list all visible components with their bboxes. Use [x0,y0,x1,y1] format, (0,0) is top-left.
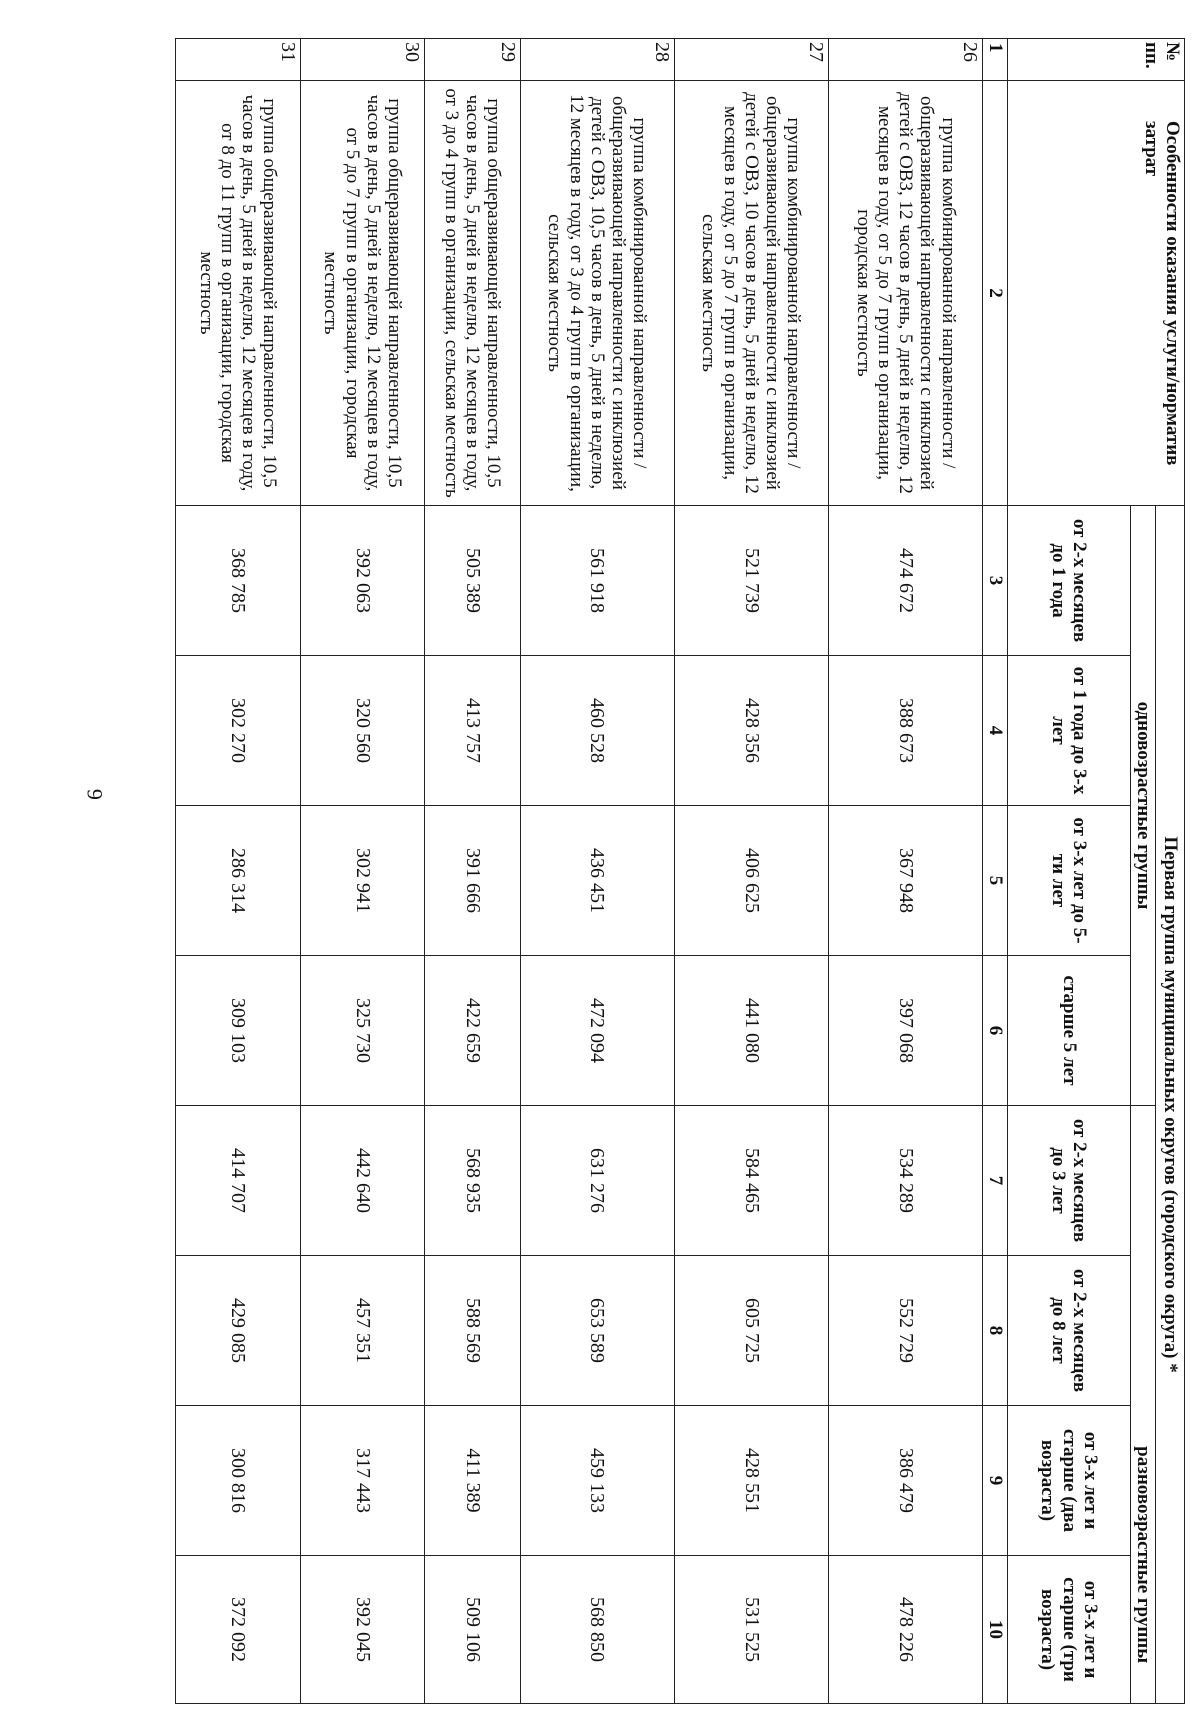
value-cell: 653 589 [520,1256,674,1406]
value-cell: 325 730 [300,956,425,1106]
row-number: 27 [674,39,828,81]
value-cell: 300 816 [176,1406,301,1556]
value-cell: 302 941 [300,806,425,956]
value-cell: 552 729 [828,1256,982,1406]
value-cell: 472 094 [520,956,674,1106]
value-cell: 521 739 [674,506,828,656]
subcol-header: от 2-х месяцев до 3 лет [1008,1106,1131,1256]
column-number: 3 [983,506,1008,656]
subcol-header: от 3-х лет и старше (два возраста) [1008,1406,1131,1556]
value-cell: 436 451 [520,806,674,956]
header-group-title: Первая группа муниципальных округов (городского округа) * [1156,506,1185,1704]
value-cell: 302 270 [176,656,301,806]
table-row [425,39,520,1704]
value-cell: 459 133 [520,1406,674,1556]
table-row [520,39,674,1704]
value-cell: 422 659 [425,956,520,1106]
value-cell: 531 525 [674,1556,828,1704]
table-row [176,39,301,1704]
header-row-1 [1156,39,1185,1704]
cost-norms-table [175,38,1185,1704]
value-cell: 605 725 [674,1256,828,1406]
value-cell: 372 092 [176,1556,301,1704]
row-number: 26 [828,39,982,81]
column-number: 7 [983,1106,1008,1256]
value-cell: 309 103 [176,956,301,1106]
value-cell: 388 673 [828,656,982,806]
value-cell: 474 672 [828,506,982,656]
value-cell: 386 479 [828,1406,982,1556]
value-cell: 429 085 [176,1256,301,1406]
value-cell: 368 785 [176,506,301,656]
page-number: 6 [82,789,107,800]
subcol-header: от 2-х месяцев до 8 лет [1008,1256,1131,1406]
value-cell: 320 560 [300,656,425,806]
value-cell: 588 569 [425,1256,520,1406]
row-description: группа комбинированной направленности / общеразвивающей направленности с инклюзией детей с ОВЗ, 10 часов в день, 5 дней в неделю, 12 месяцев в году, от 5 до 7 групп в организации, сельская местность [674,81,828,506]
header-same-age: одновозрастные группы [1131,506,1156,1106]
subcol-header: от 2-х месяцев до 1 года [1008,506,1131,656]
subcol-header: от 3-х лет до 5-ти лет [1008,806,1131,956]
row-number: 29 [425,39,520,81]
value-cell: 406 625 [674,806,828,956]
row-description: группа общеразвивающей направленности, 10,5 часов в день, 5 дней в неделю, 12 месяцев в году, от 8 до 11 групп в организации, городская местность [176,81,301,506]
header-num-col: № пп. [1008,39,1185,81]
value-cell: 584 465 [674,1106,828,1256]
value-cell: 478 226 [828,1556,982,1704]
value-cell: 568 935 [425,1106,520,1256]
value-cell: 505 389 [425,506,520,656]
value-cell: 441 080 [674,956,828,1106]
column-number: 1 [983,39,1008,81]
value-cell: 392 063 [300,506,425,656]
value-cell: 428 551 [674,1406,828,1556]
value-cell: 460 528 [520,656,674,806]
column-number: 9 [983,1406,1008,1556]
column-number: 4 [983,656,1008,806]
header-mixed-age: разновозрастные группы [1131,1106,1156,1704]
table-row [674,39,828,1704]
column-number-row [983,39,1008,1704]
row-number: 30 [300,39,425,81]
value-cell: 561 918 [520,506,674,656]
column-number: 2 [983,81,1008,506]
row-description: группа общеразвивающей направленности, 10,5 часов в день, 5 дней в неделю, 12 месяцев в году, от 3 до 4 групп в организации, сельская местность [425,81,520,506]
value-cell: 286 314 [176,806,301,956]
value-cell: 391 666 [425,806,520,956]
column-number: 8 [983,1256,1008,1406]
value-cell: 442 640 [300,1106,425,1256]
rotated-table-sheet [175,38,1185,1703]
header-feature-col: Особенности оказания услуги/норматив затрат [1008,81,1185,506]
value-cell: 509 106 [425,1556,520,1704]
subcol-header: старше 5 лет [1008,956,1131,1106]
value-cell: 414 707 [176,1106,301,1256]
value-cell: 568 850 [520,1556,674,1704]
column-number: 6 [983,956,1008,1106]
row-description: группа комбинированной направленности / общеразвивающей направленности с инклюзией детей с ОВЗ, 10,5 часов в день, 5 дней в неделю, 12 месяцев в году, от 3 до 4 групп в организации, сельская местность [520,81,674,506]
value-cell: 457 351 [300,1256,425,1406]
row-number: 28 [520,39,674,81]
value-cell: 631 276 [520,1106,674,1256]
table-row [828,39,982,1704]
value-cell: 367 948 [828,806,982,956]
column-number: 10 [983,1556,1008,1704]
value-cell: 534 289 [828,1106,982,1256]
value-cell: 317 443 [300,1406,425,1556]
row-number: 31 [176,39,301,81]
value-cell: 428 356 [674,656,828,806]
value-cell: 392 045 [300,1556,425,1704]
row-description: группа комбинированной направленности / общеразвивающей направленности с инклюзией детей с ОВЗ, 12 часов в день, 5 дней в неделю, 12 месяцев в году, от 5 до 7 групп в организации, городская местность [828,81,982,506]
table-row [300,39,425,1704]
column-number: 5 [983,806,1008,956]
subcol-header: от 1 года до 3-х лет [1008,656,1131,806]
row-description: группа общеразвивающей направленности, 10,5 часов в день, 5 дней в неделю, 12 месяцев в году, от 5 до 7 групп в организации, городская местность [300,81,425,506]
value-cell: 397 068 [828,956,982,1106]
value-cell: 411 389 [425,1406,520,1556]
subcol-header: от 3-х лет и старше (три возраста) [1008,1556,1131,1704]
value-cell: 413 757 [425,656,520,806]
